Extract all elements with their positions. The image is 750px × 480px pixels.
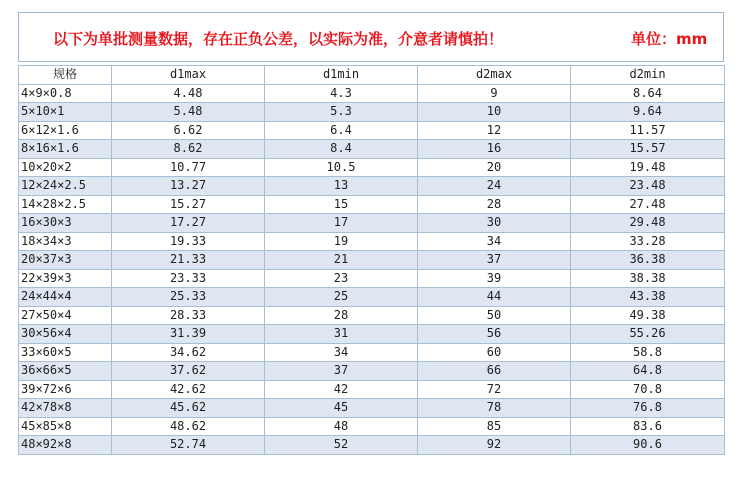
- cell-spec: 48×92×8: [19, 436, 112, 455]
- cell-d2max: 92: [418, 436, 571, 455]
- table-row: [19, 158, 725, 177]
- cell-d1min: 17: [265, 214, 418, 233]
- cell-spec: 39×72×6: [19, 380, 112, 399]
- cell-d1max: 34.62: [112, 343, 265, 362]
- table-row: [19, 306, 725, 325]
- cell-d2min: 27.48: [571, 195, 725, 214]
- cell-spec: 33×60×5: [19, 343, 112, 362]
- table-row: [19, 288, 725, 307]
- cell-spec: 45×85×8: [19, 417, 112, 436]
- cell-d2min: 19.48: [571, 158, 725, 177]
- header-d2max: d2max: [418, 66, 571, 85]
- cell-d2max: 37: [418, 251, 571, 270]
- cell-d2max: 39: [418, 269, 571, 288]
- cell-d1min: 23: [265, 269, 418, 288]
- cell-d1min: 19: [265, 232, 418, 251]
- cell-d1min: 48: [265, 417, 418, 436]
- cell-d2max: 16: [418, 140, 571, 159]
- table-row: [19, 195, 725, 214]
- cell-d1max: 52.74: [112, 436, 265, 455]
- table-row: [19, 121, 725, 140]
- cell-d2max: 30: [418, 214, 571, 233]
- table-row: [19, 214, 725, 233]
- cell-d1max: 13.27: [112, 177, 265, 196]
- cell-d1max: 6.62: [112, 121, 265, 140]
- cell-spec: 42×78×8: [19, 399, 112, 418]
- cell-d2min: 11.57: [571, 121, 725, 140]
- cell-d2max: 10: [418, 103, 571, 122]
- header-d1min: d1min: [265, 66, 418, 85]
- cell-d1min: 15: [265, 195, 418, 214]
- table-row: [19, 417, 725, 436]
- header-spec: 规格: [19, 66, 112, 85]
- table-body: [19, 84, 725, 454]
- cell-d1min: 34: [265, 343, 418, 362]
- cell-d1min: 6.4: [265, 121, 418, 140]
- notice-text: 以下为单批测量数据，存在正负公差，以实际为准，介意者请慎拍！: [53, 30, 504, 48]
- cell-d2min: 9.64: [571, 103, 725, 122]
- table-row: [19, 436, 725, 455]
- cell-d1max: 42.62: [112, 380, 265, 399]
- cell-d2max: 85: [418, 417, 571, 436]
- spec-table: [18, 65, 725, 455]
- cell-spec: 4×9×0.8: [19, 84, 112, 103]
- table-row: [19, 269, 725, 288]
- cell-d2max: 20: [418, 158, 571, 177]
- cell-d1min: 13: [265, 177, 418, 196]
- table-row: [19, 399, 725, 418]
- cell-d1min: 5.3: [265, 103, 418, 122]
- cell-d1max: 23.33: [112, 269, 265, 288]
- cell-d2min: 64.8: [571, 362, 725, 381]
- cell-d2max: 34: [418, 232, 571, 251]
- cell-d2min: 38.38: [571, 269, 725, 288]
- cell-d2min: 70.8: [571, 380, 725, 399]
- cell-d1max: 31.39: [112, 325, 265, 344]
- cell-spec: 24×44×4: [19, 288, 112, 307]
- header-d2min: d2min: [571, 66, 725, 85]
- table-row: [19, 232, 725, 251]
- cell-d2min: 76.8: [571, 399, 725, 418]
- cell-d1max: 4.48: [112, 84, 265, 103]
- cell-d2min: 15.57: [571, 140, 725, 159]
- cell-spec: 18×34×3: [19, 232, 112, 251]
- table-row: [19, 362, 725, 381]
- cell-d1min: 42: [265, 380, 418, 399]
- table-row: [19, 84, 725, 103]
- cell-d1min: 4.3: [265, 84, 418, 103]
- cell-d2max: 56: [418, 325, 571, 344]
- cell-spec: 5×10×1: [19, 103, 112, 122]
- cell-d1min: 21: [265, 251, 418, 270]
- cell-spec: 6×12×1.6: [19, 121, 112, 140]
- cell-d1max: 5.48: [112, 103, 265, 122]
- table-row: [19, 103, 725, 122]
- cell-d2max: 60: [418, 343, 571, 362]
- cell-d2min: 90.6: [571, 436, 725, 455]
- cell-d2max: 12: [418, 121, 571, 140]
- cell-spec: 27×50×4: [19, 306, 112, 325]
- table-row: [19, 380, 725, 399]
- table-row: [19, 251, 725, 270]
- cell-d1min: 45: [265, 399, 418, 418]
- cell-spec: 20×37×3: [19, 251, 112, 270]
- notice-banner: [18, 12, 724, 62]
- table-row: [19, 343, 725, 362]
- cell-d1max: 8.62: [112, 140, 265, 159]
- cell-d1max: 19.33: [112, 232, 265, 251]
- table-row: [19, 140, 725, 159]
- cell-d1max: 15.27: [112, 195, 265, 214]
- cell-spec: 30×56×4: [19, 325, 112, 344]
- cell-spec: 12×24×2.5: [19, 177, 112, 196]
- cell-d1min: 37: [265, 362, 418, 381]
- cell-d2max: 72: [418, 380, 571, 399]
- cell-d1max: 45.62: [112, 399, 265, 418]
- cell-d1max: 10.77: [112, 158, 265, 177]
- cell-d2max: 78: [418, 399, 571, 418]
- cell-d2min: 8.64: [571, 84, 725, 103]
- cell-d1max: 17.27: [112, 214, 265, 233]
- cell-d1max: 21.33: [112, 251, 265, 270]
- cell-d2max: 44: [418, 288, 571, 307]
- cell-d1min: 31: [265, 325, 418, 344]
- cell-d2max: 50: [418, 306, 571, 325]
- cell-d1max: 25.33: [112, 288, 265, 307]
- cell-spec: 36×66×5: [19, 362, 112, 381]
- table-row: [19, 325, 725, 344]
- cell-d2min: 58.8: [571, 343, 725, 362]
- cell-d1max: 48.62: [112, 417, 265, 436]
- cell-d1max: 28.33: [112, 306, 265, 325]
- cell-d2max: 9: [418, 84, 571, 103]
- cell-d2min: 36.38: [571, 251, 725, 270]
- cell-spec: 10×20×2: [19, 158, 112, 177]
- cell-d1min: 10.5: [265, 158, 418, 177]
- cell-d1min: 8.4: [265, 140, 418, 159]
- cell-d2min: 55.26: [571, 325, 725, 344]
- cell-d1min: 25: [265, 288, 418, 307]
- cell-spec: 14×28×2.5: [19, 195, 112, 214]
- cell-d2min: 49.38: [571, 306, 725, 325]
- cell-d2min: 23.48: [571, 177, 725, 196]
- header-d1max: d1max: [112, 66, 265, 85]
- unit-label: 单位：mm: [631, 30, 708, 48]
- cell-d2min: 33.28: [571, 232, 725, 251]
- cell-d1min: 52: [265, 436, 418, 455]
- cell-d2min: 43.38: [571, 288, 725, 307]
- header-row: [19, 66, 725, 85]
- cell-d2min: 83.6: [571, 417, 725, 436]
- table-row: [19, 177, 725, 196]
- cell-d2max: 24: [418, 177, 571, 196]
- cell-d1max: 37.62: [112, 362, 265, 381]
- cell-spec: 8×16×1.6: [19, 140, 112, 159]
- cell-spec: 22×39×3: [19, 269, 112, 288]
- cell-spec: 16×30×3: [19, 214, 112, 233]
- cell-d2max: 28: [418, 195, 571, 214]
- cell-d2min: 29.48: [571, 214, 725, 233]
- cell-d1min: 28: [265, 306, 418, 325]
- cell-d2max: 66: [418, 362, 571, 381]
